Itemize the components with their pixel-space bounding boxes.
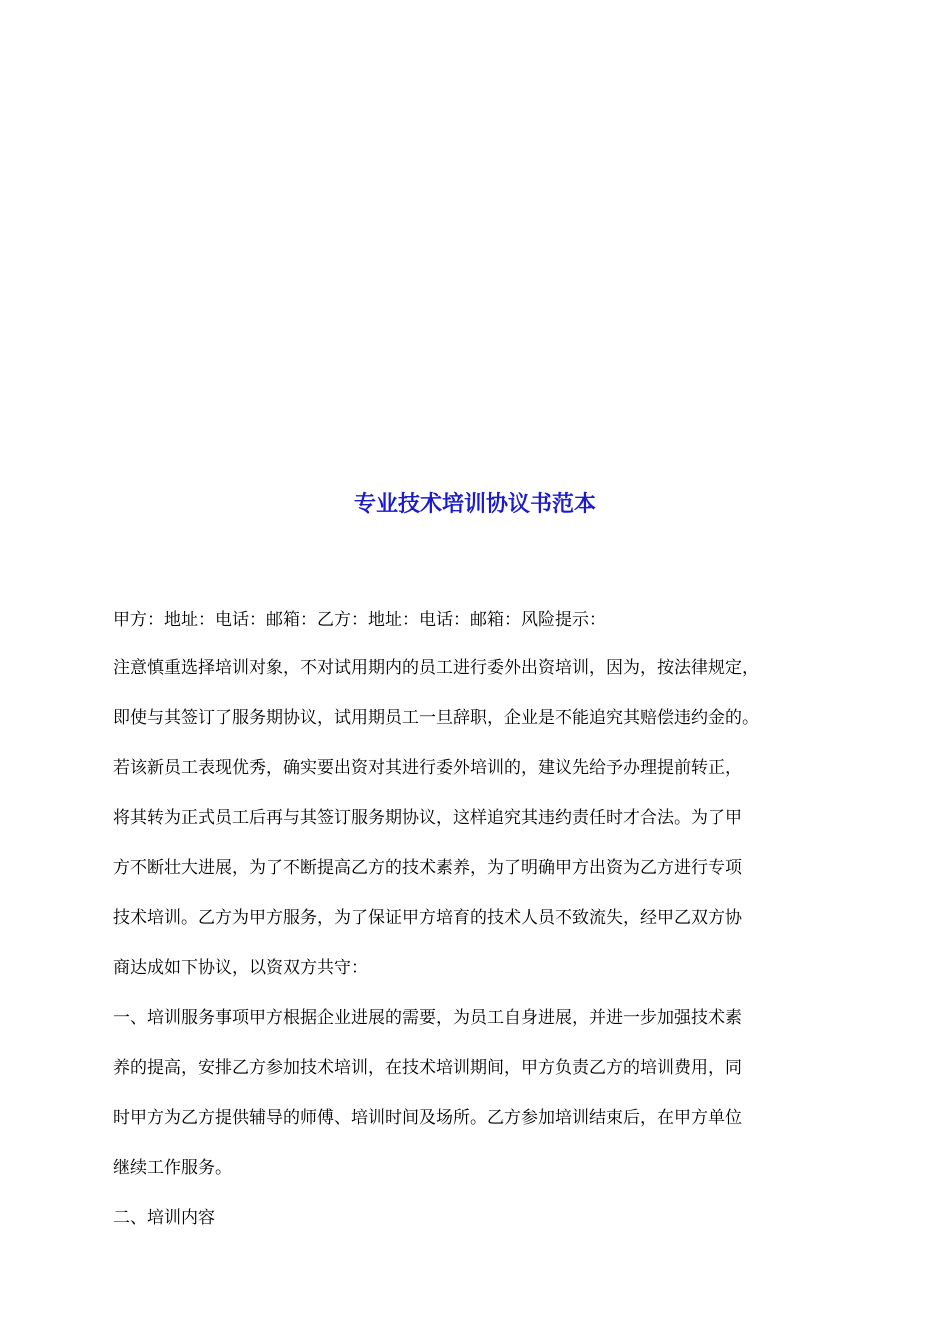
paragraph-line-2: 注意慎重选择培训对象，不对试用期内的员工进行委外出资培训，因为，按法律规定， bbox=[113, 658, 759, 678]
paragraph-line-5: 将其转为正式员工后再与其签订服务期协议，这样追究其违约责任时才合法。为了甲 bbox=[113, 808, 742, 828]
paragraph-line-11: 时甲方为乙方提供辅导的师傅、培训时间及场所。乙方参加培训结束后，在甲方单位 bbox=[113, 1108, 742, 1128]
paragraph-line-3: 即使与其签订了服务期协议，试用期员工一旦辞职，企业是不能追究其赔偿违约金的。 bbox=[113, 708, 759, 728]
section-heading-2: 二、培训内容 bbox=[113, 1208, 215, 1228]
document-title: 专业技术培训协议书范本 bbox=[353, 491, 596, 517]
paragraph-line-1: 甲方：地址：电话：邮箱：乙方：地址：电话：邮箱：风险提示： bbox=[113, 610, 606, 630]
paragraph-line-6: 方不断壮大进展，为了不断提高乙方的技术素养，为了明确甲方出资为乙方进行专项 bbox=[113, 858, 742, 878]
paragraph-line-4: 若该新员工表现优秀，确实要出资对其进行委外培训的，建议先给予办理提前转正， bbox=[113, 758, 742, 778]
paragraph-line-7: 技术培训。乙方为甲方服务，为了保证甲方培育的技术人员不致流失，经甲乙双方协 bbox=[113, 908, 742, 928]
paragraph-line-9: 一、培训服务事项甲方根据企业进展的需要，为员工自身进展，并进一步加强技术素 bbox=[113, 1008, 742, 1028]
paragraph-line-8: 商达成如下协议，以资双方共守： bbox=[113, 958, 368, 978]
paragraph-line-10: 养的提高，安排乙方参加技术培训，在技术培训期间，甲方负责乙方的培训费用，同 bbox=[113, 1058, 742, 1078]
paragraph-line-12: 继续工作服务。 bbox=[113, 1158, 232, 1178]
